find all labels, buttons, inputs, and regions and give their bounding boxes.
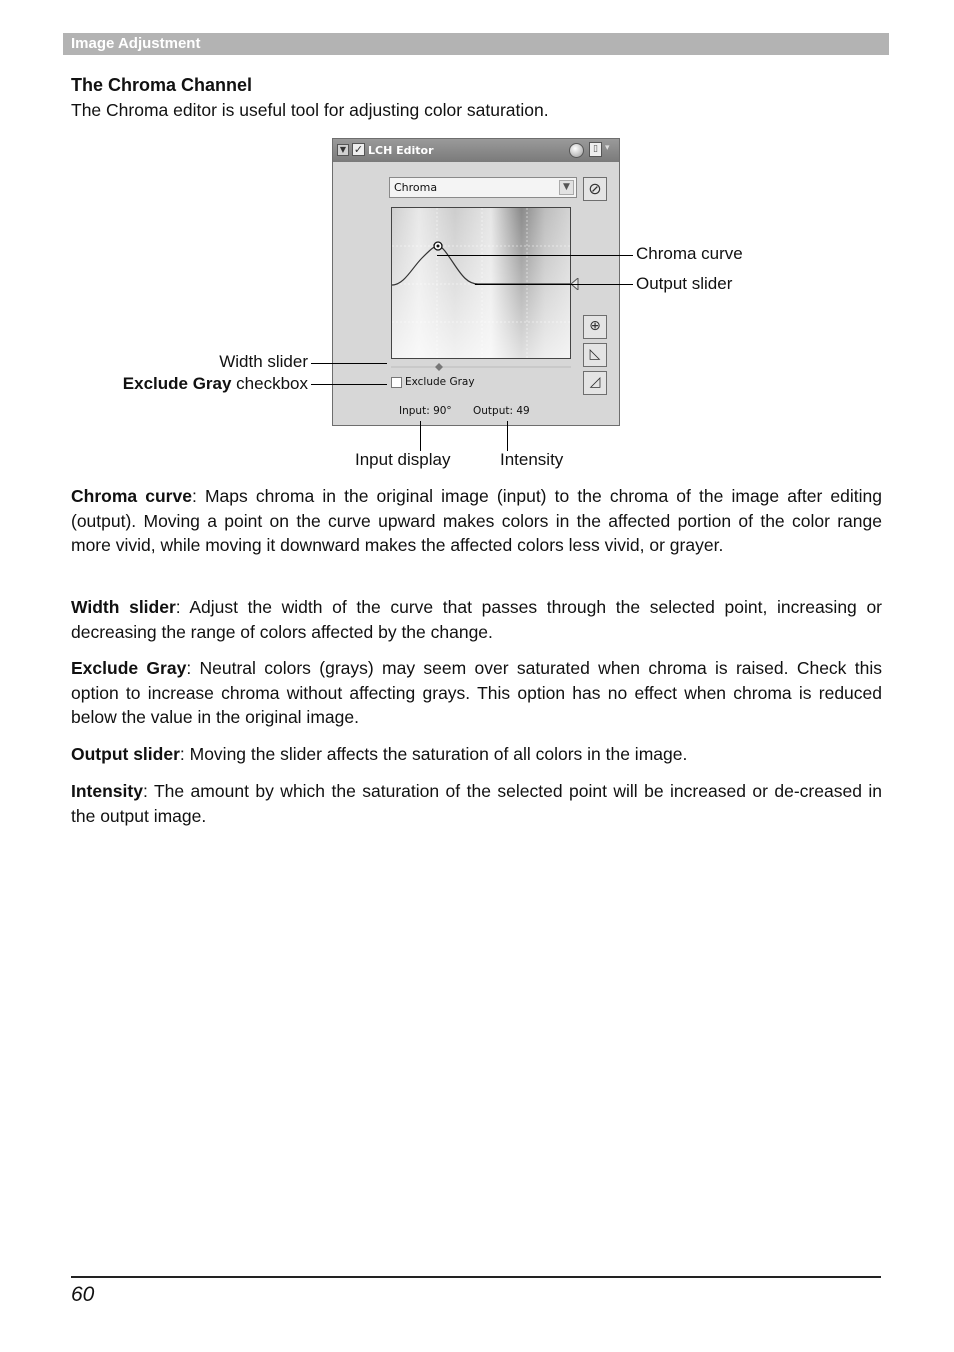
definition-chroma-curve	[71, 484, 882, 558]
callout-chroma-curve: Chroma curve	[636, 244, 743, 263]
reset-button[interactable]: ⊘	[583, 177, 607, 201]
definition-text: : Neutral colors (grays) may seem over saturated when chroma is raised. Check this option to increase chroma without affecting grays. This option has no effect when chroma is reduced below the value in the original image.	[71, 658, 882, 727]
chevron-down-icon[interactable]: ▼	[559, 180, 574, 195]
intro-text: The Chroma editor is useful tool for adjusting color saturation.	[71, 100, 549, 120]
input-readout: Input: 90°	[399, 405, 452, 417]
running-header	[63, 33, 889, 55]
chroma-curve-leader	[437, 255, 633, 256]
definition-term: Width slider	[71, 597, 176, 617]
footer-rule	[71, 1276, 881, 1278]
callout-exclude-gray	[123, 374, 308, 394]
edit-curve-button[interactable]: ◿	[583, 371, 607, 395]
collapse-triangle-icon[interactable]: ▼	[337, 144, 349, 156]
definition-text: : The amount by which the saturation of the selected point will be increased or de-creased in the output image.	[71, 781, 882, 826]
exclude-gray-label: Exclude Gray	[405, 376, 475, 388]
running-header-text: Image Adjustment	[71, 35, 201, 52]
callout-exclude-gray-bold: Exclude Gray	[122, 374, 232, 393]
exclude-gray-leader	[311, 384, 387, 385]
editor-enable-checkbox[interactable]: ✓	[353, 143, 364, 156]
callout-input-display: Input display	[355, 450, 451, 469]
definition-term: Chroma curve	[71, 486, 192, 506]
menu-arrow-icon[interactable]: ▾	[605, 143, 610, 153]
reset-circle-icon[interactable]	[569, 143, 584, 158]
callout-intensity: Intensity	[500, 450, 564, 469]
definition-term: Intensity	[71, 781, 143, 801]
document-menu-icon[interactable]: ▯	[589, 142, 602, 157]
channel-select[interactable]	[389, 177, 577, 198]
width-slider-leader	[311, 363, 387, 364]
chroma-curve-graph[interactable]	[391, 207, 571, 359]
section-title: The Chroma Channel	[71, 75, 253, 95]
definition-text: : Maps chroma in the original image (input) to the chroma of the image after editing (output). Moving a point on the curve upward makes colors in the affected portion of the color range more vivid, while moving it downward makes the affected colors less vivid, or grayer.	[71, 486, 882, 555]
intensity-leader	[507, 421, 508, 451]
definition-width-slider	[71, 595, 882, 644]
output-readout: Output: 49	[473, 405, 530, 417]
page-number: 60	[71, 1283, 95, 1306]
definition-text: : Adjust the width of the curve that passes through the selected point, increasing or decreasing the range of colors affected by the change.	[71, 597, 882, 642]
definition-term: Exclude Gray	[71, 658, 187, 678]
callout-output-slider: Output slider	[636, 274, 733, 293]
width-slider[interactable]	[391, 362, 571, 372]
width-slider-handle[interactable]	[435, 363, 443, 371]
lch-editor-window	[332, 138, 620, 426]
callout-width-slider: Width slider	[219, 352, 308, 371]
definition-output-slider	[71, 742, 882, 767]
channel-select-value: Chroma	[394, 181, 438, 194]
curve-point-center	[437, 245, 440, 248]
add-point-button[interactable]: ⊕	[583, 315, 607, 339]
editor-title-bar	[333, 139, 619, 162]
definition-exclude-gray	[71, 656, 882, 730]
definition-intensity	[71, 779, 882, 828]
definition-term: Output slider	[71, 744, 180, 764]
exclude-gray-checkbox[interactable]	[391, 377, 402, 388]
input-display-leader	[420, 421, 421, 451]
callout-exclude-gray-rest: checkbox	[231, 374, 308, 393]
reset-curve-button[interactable]: ◺	[583, 343, 607, 367]
editor-title: LCH Editor	[368, 144, 434, 157]
output-slider-leader	[475, 284, 633, 285]
definition-text: : Moving the slider affects the saturation of all colors in the image.	[179, 744, 688, 764]
